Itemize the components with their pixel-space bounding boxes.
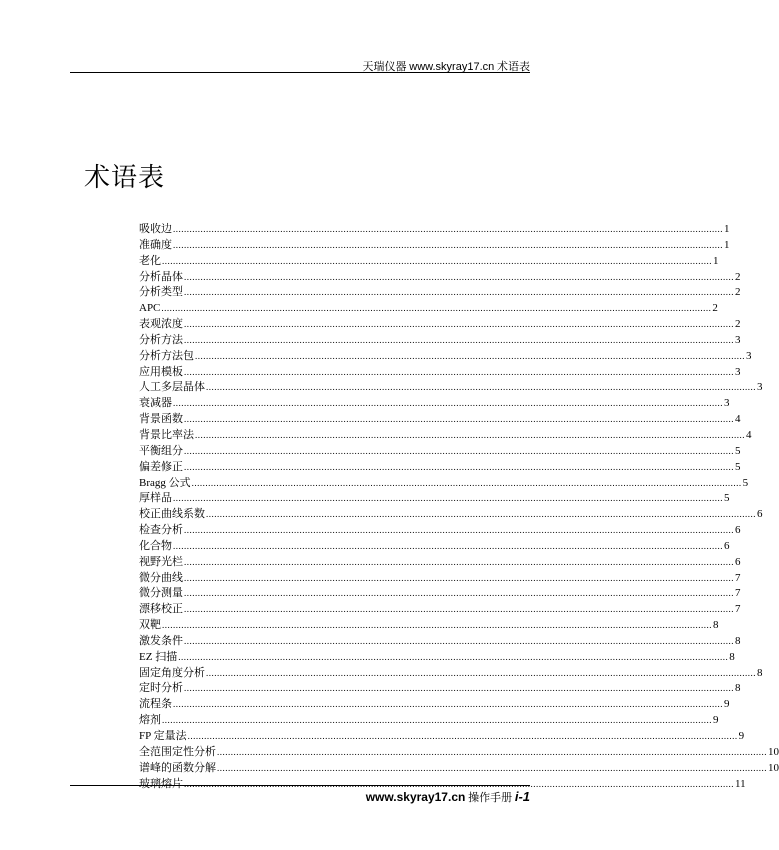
toc-page-number: 1 (713, 254, 719, 267)
toc-term: 定时分析 (139, 682, 183, 695)
toc-entry[interactable] (139, 412, 741, 428)
toc-entry[interactable] (139, 333, 741, 349)
toc-dot-leader: ........................................................................................................................................................................................................ (184, 588, 734, 599)
toc-entry[interactable] (139, 618, 719, 634)
toc-term: 视野光栏 (139, 555, 183, 568)
toc-entry[interactable] (139, 697, 730, 713)
toc-dot-leader: ........................................................................................................................................................................................................ (173, 239, 723, 250)
toc-term: 微分曲线 (139, 571, 183, 584)
toc-term: 双靶 (139, 619, 161, 632)
toc-entry[interactable] (139, 555, 741, 571)
toc-page-number: 6 (735, 524, 741, 537)
toc-term: 谱峰的函数分解 (139, 761, 216, 774)
toc-page-number: 2 (735, 270, 741, 283)
toc-page-number: 6 (735, 555, 741, 568)
toc-dot-leader: ........................................................................................................................................................................................................ (184, 414, 734, 425)
toc-page-number: 4 (735, 413, 741, 426)
toc-page-number: 7 (735, 603, 741, 616)
toc-page-number: 1 (724, 238, 730, 251)
toc-entry[interactable] (139, 681, 741, 697)
toc-entry[interactable] (139, 745, 779, 761)
toc-term: 吸收边 (139, 223, 172, 235)
toc-dot-leader: ........................................................................................................................................................................................................ (173, 699, 723, 710)
toc-entry[interactable] (139, 602, 741, 618)
toc-term: EZ 扫描 (139, 650, 178, 663)
toc-dot-leader: ........................................................................................................................................................................................................ (161, 303, 712, 314)
toc-entry[interactable] (139, 476, 749, 492)
toc-entry[interactable] (139, 761, 779, 777)
toc-dot-leader: ........................................................................................................................................................................................................ (187, 731, 738, 741)
toc-term: 衰减器 (139, 397, 172, 410)
toc-dot-leader: ........................................................................................................................................................................................................ (217, 746, 767, 757)
toc-dot-leader: ........................................................................................................................................................................................................ (184, 445, 734, 456)
toc-page-number: 8 (757, 666, 763, 679)
toc-entry[interactable] (139, 729, 745, 745)
toc-page-number: 4 (746, 428, 752, 441)
toc-term: 激发条件 (139, 634, 183, 647)
running-footer (366, 789, 530, 805)
toc-page-number: 8 (713, 619, 719, 632)
footer-label: 操作手册 (468, 792, 513, 804)
toc-dot-leader: ........................................................................................................................................................................................................ (184, 778, 734, 789)
toc-page-number: 9 (713, 714, 719, 727)
toc-term: 漂移校正 (139, 603, 183, 616)
toc-dot-leader: ........................................................................................................................................................................................................ (184, 556, 734, 567)
toc-entry[interactable] (139, 650, 735, 666)
toc-dot-leader: ........................................................................................................................................................................................................ (162, 255, 712, 266)
toc-dot-leader: ........................................................................................................................................................................................................ (195, 429, 745, 440)
toc-entry[interactable] (139, 539, 730, 555)
toc-dot-leader: ........................................................................................................................................................................................................ (184, 635, 734, 646)
toc-term: 固定角度分析 (139, 666, 205, 679)
toc-entry[interactable] (139, 428, 752, 444)
toc-page-number: 5 (724, 492, 730, 505)
toc-term: 表观浓度 (139, 318, 183, 331)
toc-page-number: 5 (742, 476, 749, 489)
toc-term: 分析类型 (139, 286, 183, 299)
toc-entry[interactable] (139, 523, 741, 539)
toc-page-number: 6 (757, 508, 763, 521)
toc-entry[interactable] (139, 285, 741, 301)
toc-page-number: 3 (735, 365, 741, 378)
toc-term: 化合物 (139, 539, 172, 552)
toc-term: 厚样品 (139, 492, 172, 505)
toc-term: 分析方法 (139, 333, 183, 346)
footer-page-number: i-1 (514, 789, 530, 804)
toc-term: 检查分析 (139, 524, 183, 537)
toc-page-number: 7 (735, 587, 741, 600)
toc-entry[interactable] (139, 444, 741, 460)
toc-dot-leader: ........................................................................................................................................................................................................ (184, 525, 734, 536)
toc-term: 熔剂 (139, 714, 161, 727)
toc-term: 老化 (139, 254, 161, 267)
toc-dot-leader: ........................................................................................................................................................................................................ (184, 604, 734, 615)
toc-page-number: 8 (735, 634, 741, 647)
header-company: 天瑞仪器 (362, 61, 407, 73)
toc-page-number: 2 (735, 286, 741, 299)
toc-term: APC (139, 302, 161, 315)
toc-page-number: 2 (735, 318, 741, 331)
toc-page-number: 3 (724, 397, 730, 410)
toc-page-number: 5 (735, 444, 741, 457)
toc-term: 偏差修正 (139, 460, 183, 473)
toc-dot-leader: ........................................................................................................................................................................................................ (206, 667, 756, 678)
toc-dot-leader: ........................................................................................................................................................................................................ (217, 762, 767, 773)
toc-entry[interactable] (139, 586, 741, 602)
toc-term: 全范围定性分析 (139, 745, 216, 758)
toc-page-number: 3 (735, 333, 741, 346)
toc-term: 校正曲线系数 (139, 508, 205, 521)
toc-dot-leader: ........................................................................................................................................................................................................ (206, 509, 756, 520)
toc-dot-leader: ........................................................................................................................................................................................................ (184, 334, 734, 345)
toc-page-number: 7 (735, 571, 741, 584)
toc-page-number: 10 (768, 745, 779, 758)
toc-term: FP 定量法 (139, 730, 187, 742)
toc-dot-leader: ........................................................................................................................................................................................................ (191, 477, 742, 488)
toc-term: 背景比率法 (139, 428, 194, 441)
toc-page-number: 9 (738, 730, 745, 742)
toc-entry[interactable] (139, 380, 763, 396)
header-rule (70, 72, 530, 73)
toc-entry[interactable] (139, 222, 730, 238)
header-site-url: www.skyray17.cn (409, 61, 495, 73)
toc-dot-leader: ........................................................................................................................................................................................................ (184, 287, 734, 298)
toc-dot-leader: ........................................................................................................................................................................................................ (178, 651, 729, 662)
glossary-toc (139, 222, 779, 792)
footer-site-url: www.skyray17.cn (365, 790, 466, 804)
toc-dot-leader: ........................................................................................................................................................................................................ (173, 540, 723, 551)
toc-term: 玻璃熔片 (139, 777, 183, 790)
toc-entry[interactable] (139, 238, 730, 254)
toc-dot-leader: ........................................................................................................................................................................................................ (184, 461, 734, 472)
toc-entry[interactable] (139, 396, 730, 412)
toc-page-number: 3 (746, 349, 752, 362)
toc-dot-leader: ........................................................................................................................................................................................................ (173, 224, 723, 234)
toc-page-number: 1 (724, 223, 730, 235)
toc-entry[interactable] (139, 349, 752, 365)
toc-page-number: 2 (712, 302, 718, 315)
toc-entry[interactable] (139, 507, 763, 523)
toc-entry[interactable] (139, 460, 741, 476)
toc-page-number: 6 (724, 539, 730, 552)
toc-entry[interactable] (139, 365, 741, 381)
toc-dot-leader: ........................................................................................................................................................................................................ (184, 683, 734, 694)
toc-page-number: 8 (735, 682, 741, 695)
toc-entry[interactable] (139, 317, 741, 333)
toc-page-number: 8 (729, 650, 735, 663)
toc-page-number: 3 (757, 381, 763, 394)
toc-page-number: 5 (735, 460, 741, 473)
toc-entry[interactable] (139, 571, 741, 587)
toc-entry[interactable] (139, 713, 719, 729)
toc-term: 人工多层晶体 (139, 381, 205, 394)
toc-entry[interactable] (139, 270, 741, 286)
toc-dot-leader: ........................................................................................................................................................................................................ (173, 493, 723, 504)
toc-term: Bragg 公式 (139, 476, 191, 489)
toc-term: 分析晶体 (139, 270, 183, 283)
toc-term: 背景函数 (139, 413, 183, 426)
toc-term: 平衡组分 (139, 444, 183, 457)
toc-entry[interactable] (139, 301, 718, 317)
toc-term: 准确度 (139, 238, 172, 251)
toc-dot-leader: ........................................................................................................................................................................................................ (173, 398, 723, 409)
toc-term: 应用模板 (139, 365, 183, 378)
toc-dot-leader: ........................................................................................................................................................................................................ (184, 366, 734, 377)
toc-term: 流程条 (139, 698, 172, 711)
toc-term: 微分测量 (139, 587, 183, 600)
toc-dot-leader: ........................................................................................................................................................................................................ (162, 715, 712, 726)
toc-dot-leader: ........................................................................................................................................................................................................ (195, 350, 745, 361)
footer-rule (70, 785, 530, 786)
toc-page-number: 10 (768, 761, 779, 774)
toc-dot-leader: ........................................................................................................................................................................................................ (184, 572, 734, 583)
toc-page-number: 9 (724, 698, 730, 711)
page-title: 术语表 (84, 163, 166, 193)
toc-dot-leader: ........................................................................................................................................................................................................ (206, 382, 756, 393)
toc-page-number: 11 (735, 777, 746, 790)
toc-dot-leader: ........................................................................................................................................................................................................ (184, 319, 734, 330)
toc-entry[interactable] (139, 491, 730, 507)
toc-dot-leader: ........................................................................................................................................................................................................ (162, 620, 712, 631)
toc-dot-leader: ........................................................................................................................................................................................................ (184, 271, 734, 282)
toc-entry[interactable] (139, 666, 763, 682)
header-section: 术语表 (497, 61, 530, 73)
toc-term: 分析方法包 (139, 349, 194, 362)
toc-entry[interactable] (139, 254, 719, 270)
toc-entry[interactable] (139, 634, 741, 650)
